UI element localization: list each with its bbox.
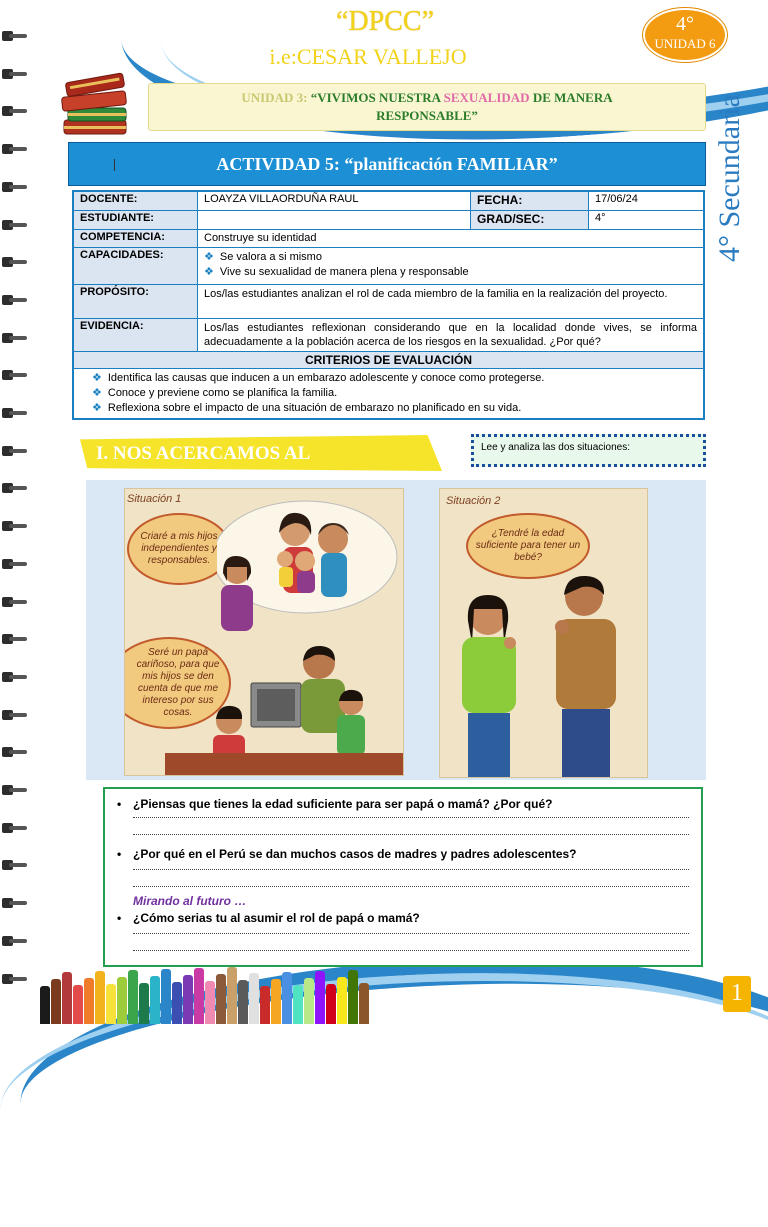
section-title: I. NOS ACERCAMOS AL [96,443,311,464]
pencil-icon [150,976,160,1024]
spiral-ring [0,784,28,796]
activity-title: ACTIVIDAD 5: “planificación FAMILIAR” [216,154,558,174]
spiral-ring [0,558,28,570]
question-1: • ¿Piensas que tienes la edad suficiente para ser papá o mamá? ¿Por qué? [117,797,553,811]
pencil-icon [62,972,72,1024]
section-banner [80,435,442,471]
pencil-icon [238,980,248,1024]
grade-badge-unit: UNIDAD 6 [654,36,716,51]
spiral-ring [0,709,28,721]
activity-title-bar [68,142,706,186]
docente-label: DOCENTE: [74,192,198,210]
situation-1-image [124,488,404,776]
school-name: i.e:CESAR VALLEJO [269,44,467,69]
pencil-icon [128,970,138,1024]
proposito-value: Los/las estudiantes analizan el rol de cada miembro de la familia en la realización del proyecto. [204,288,668,300]
evidencia-value: Los/las estudiantes reflexionan considerando que en la localidad donde vives, se informa adecuadamente a la población acerca de los riesgos en la sexualidad. ¿Por qué? [204,322,697,348]
estudiante-label: ESTUDIANTE: [74,211,198,229]
fecha-value: 17/06/24 [595,193,638,205]
reading-hint-box: Lee y analiza las dos situaciones: [471,434,706,467]
spiral-ring [0,520,28,532]
colored-pencils-decoration [40,964,380,1024]
pencil-icon [73,985,83,1024]
vertical-grade-label: 4° Secundaria [713,94,746,262]
spiral-ring [0,256,28,268]
competencia-label: COMPETENCIA: [74,230,198,247]
diamond-bullet-icon: ❖ [204,266,214,278]
spiral-ring [0,332,28,344]
gradsec-value: 4° [595,212,606,224]
spiral-ring [0,294,28,306]
fecha-label: FECHA: [471,192,589,210]
pencil-icon [216,974,226,1024]
situation-2-caption: Situación 2 [446,495,501,507]
spiral-ring [0,105,28,117]
pencil-icon [161,969,171,1024]
bullet-icon: • [117,847,122,861]
docente-value: LOAYZA VILLAORDUÑA RAUL [198,192,471,210]
situation-1-bubble-top: Criaré a mis hijos independientes y responsables. [127,513,231,585]
spiral-ring [0,445,28,457]
unit-title-box [148,83,706,131]
capacidad-item: ❖ Se valora a si mismo [204,251,322,263]
activity-info-table [72,190,705,420]
pencil-icon [337,977,347,1024]
answer-line-q2-a[interactable] [133,867,689,870]
young-couple-thinking-figure [440,573,647,777]
spiral-ring [0,746,28,758]
spiral-ring [0,181,28,193]
criterio-item: ❖ Reflexiona sobre el impacto de una situación de embarazo no planificado en su vida. [92,402,522,414]
pencil-icon [106,984,116,1024]
criterio-item: ❖ Identifica las causas que inducen a un embarazo adolescente y conoce como protegerse. [92,372,545,384]
situation-1-bubble-bottom: Seré un papá cariñoso, para que mis hijos se den cuenta de que me intereso por sus cosas. [124,637,231,729]
unit-prefix: UNIDAD 3: [241,90,308,105]
pencil-icon [315,971,325,1024]
pencil-icon [172,982,182,1024]
capacidades-label: CAPACIDADES: [74,248,198,284]
answer-line-q3-b[interactable] [133,948,689,951]
girl-figure [207,551,267,633]
pencil-icon [139,983,149,1024]
spiral-ring [0,671,28,683]
spiral-ring [0,633,28,645]
pencil-icon [293,985,303,1024]
answer-line-q3-a[interactable] [133,931,689,934]
question-2: • ¿Por qué en el Perú se dan muchos casos de madres y padres adolescentes? [117,847,577,861]
unit-title-highlight: SEXUALIDAD [443,90,530,105]
spiral-ring [0,30,28,42]
spiral-ring [0,596,28,608]
answer-line-q1-a[interactable] [133,815,689,818]
capacidad-item: ❖ Vive su sexualidad de manera plena y responsable [204,266,469,278]
grade-badge-grade: 4° [676,13,694,35]
spiral-ring [0,859,28,871]
proposito-label: PROPÓSITO: [74,285,198,318]
situation-1-caption: Situación 1 [127,493,182,505]
diamond-bullet-icon: ❖ [204,251,214,263]
capacidades-list [198,248,703,284]
pencil-icon [260,986,270,1024]
diamond-bullet-icon: ❖ [92,402,102,414]
future-subheading: Mirando al futuro … [133,894,247,908]
pencil-icon [194,968,204,1024]
competencia-value: Construye su identidad [204,232,317,244]
spiral-ring [0,973,28,985]
grade-badge [643,8,727,62]
pencil-icon [304,978,314,1024]
situation-2-image [439,488,648,778]
pencil-icon [51,979,61,1024]
unit-title-part1: “VIVIMOS NUESTRA [310,90,441,105]
bullet-icon: • [117,911,122,925]
unit-title-part2: DE MANERA [532,90,613,105]
pencil-icon [205,981,215,1024]
spiral-ring [0,369,28,381]
pencil-icon [359,983,369,1024]
pencil-icon [84,978,94,1024]
pencil-icon [348,970,358,1024]
header-title: “DPCC” [336,6,434,37]
situation-2-bubble: ¿Tendré la edad suficiente para tener un bebé? [466,513,590,579]
pencil-icon [271,979,281,1024]
spiral-ring [0,935,28,947]
pencil-icon [95,971,105,1024]
pencil-icon [227,967,237,1024]
pencil-icon [117,977,127,1024]
criterios-heading: CRITERIOS DE EVALUACIÓN [74,352,703,369]
estudiante-field[interactable] [198,211,471,229]
bullet-icon: • [117,797,122,811]
answer-line-q1-b[interactable] [133,832,689,835]
question-3: • ¿Cómo serias tu al asumir el rol de papá o mamá? [117,911,420,925]
spiral-ring [0,68,28,80]
father-with-children-computer-figure [125,639,403,775]
situations-illustration-panel [86,480,706,780]
diamond-bullet-icon: ❖ [92,387,102,399]
spiral-ring [0,143,28,155]
spiral-ring [0,407,28,419]
pencil-icon [249,973,259,1024]
evidencia-label: EVIDENCIA: [74,319,198,351]
spiral-ring [0,897,28,909]
questions-box [103,787,703,967]
page-number: 1 [723,976,751,1012]
criterios-list [74,369,703,418]
gradsec-label: GRAD/SEC: [471,211,589,229]
criterio-item: ❖ Conoce y previene como se planifica la familia. [92,387,338,399]
answer-line-q2-b[interactable] [133,884,689,887]
pencil-icon [40,986,50,1024]
pencil-icon [326,984,336,1024]
spiral-ring [0,219,28,231]
spiral-ring [0,482,28,494]
diamond-bullet-icon: ❖ [92,372,102,384]
unit-title-line2: RESPONSABLE” [376,108,478,123]
books-icon [58,70,136,144]
pencil-icon [183,975,193,1024]
spiral-ring [0,822,28,834]
pencil-icon [282,972,292,1024]
